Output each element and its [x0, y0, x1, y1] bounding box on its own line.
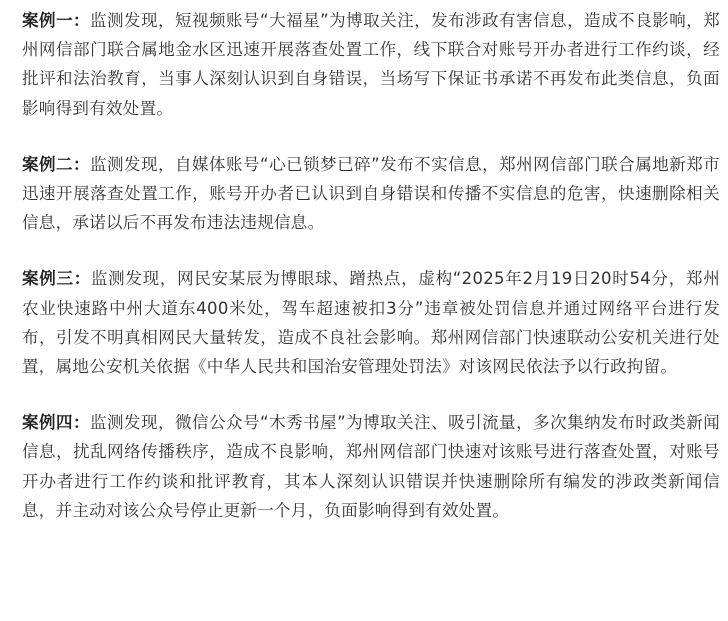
case-label-2: 案例二：	[22, 154, 91, 174]
case-text-2: 监测发现，自媒体账号“心已锁梦已碎”发布不实信息，郑州网信部门联合属地新郑市迅速开展落查处置工作，账号开办者已认识到自身错误和传播不实信息的危害，快速删除相关信息，承诺以后不再发布违法违规信息。	[22, 154, 720, 233]
case-paragraph-1	[22, 6, 720, 123]
case-label-4: 案例四：	[22, 413, 91, 433]
case-paragraph-4	[22, 408, 720, 525]
case-text-4: 监测发现，微信公众号“木秀书屋”为博取关注、吸引流量，多次集纳发布时政类新闻信息，扰乱网络传播秩序，造成不良影响，郑州网信部门快速对该账号进行落查处置，对账号开办者进行工作约谈和批评教育，其本人深刻认识错误并快速删除所有编发的涉政类新闻信息，并主动对该公众号停止更新一个月，负面影响得到有效处置。	[22, 413, 720, 520]
case-paragraph-2	[22, 150, 720, 238]
case-paragraph-3	[22, 264, 720, 381]
case-label-1: 案例一：	[22, 11, 91, 30]
case-text-3: 监测发现，网民安某辰为博眼球、蹭热点，虚构“2025年2月19日20时54分，郑州农业快速路中州大道东400米处，驾车超速被扣3分”违章被处罚信息并通过网络平台进行发布，引发不明真相网民大量转发，造成不良社会影响。郑州网信部门快速联动公安机关进行处置，属地公安机关依据《中华人民共和国治安管理处罚法》对该网民依法予以行政拘留。	[22, 269, 721, 377]
case-text-1: 监测发现，短视频账号“大福星”为博取关注，发布涉政有害信息，造成不良影响，郑州网信部门联合属地金水区迅速开展落查处置工作，线下联合对账号开办者进行工作约谈，经批评和法治教育，当事人深刻认识到自身错误，当场写下保证书承诺不再发布此类信息，负面影响得到有效处置。	[22, 11, 720, 118]
case-label-3: 案例三：	[22, 269, 91, 289]
